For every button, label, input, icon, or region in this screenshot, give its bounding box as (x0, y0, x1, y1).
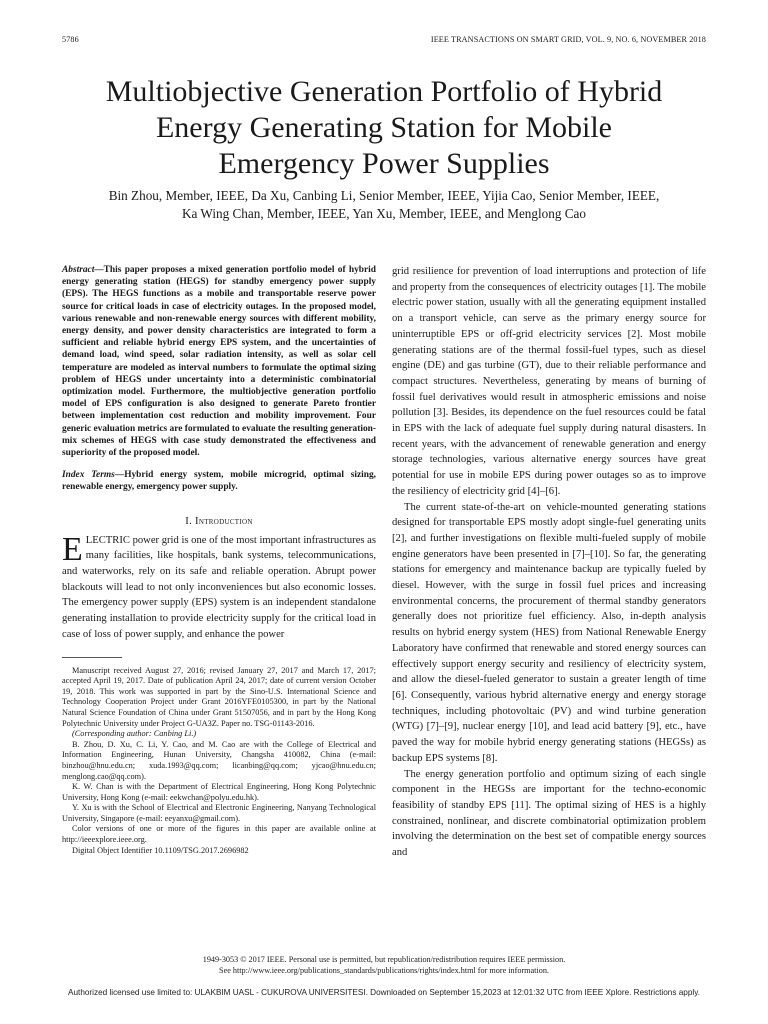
left-column (62, 264, 376, 856)
title-line: Multiobjective Generation Portfolio of Hybrid (105, 75, 663, 108)
abstract (62, 264, 376, 459)
intro-paragraph (62, 530, 376, 643)
abstract-label: Abstract (62, 265, 95, 275)
copyright-line: See http://www.ieee.org/publications_standards/publications/rights/index.html for more information. (219, 966, 549, 975)
author-list (60, 187, 708, 223)
body-paragraph: The current state-of-the-art on vehicle-mounted generating stations designed for transportable EPS mostly adopt single-fuel generating units [2], and further investigations on flexible multi-fueled supply of mobile engine generators have been presented in [7]–[10]. So far, the generating stations for emergency and maintenance backup are typically fueled by diesel. However, with the surge in fossil fuel prices and increasing environmental concerns, the procurement of thermal standby generators generally does not prioritize fuel efficiency. Also, in-depth analysis results on hybrid energy system (HES) from National Renewable Energy Laboratory have confirmed that renewable and stored energy sources can effectively support energy security and resiliency of electricity system, and allow the diesel-fueled generator to sustain a greater length of time [6]. Consequently, various hybrid alternative energy and energy storage techniques, including photovoltaic (PV) and wind turbine generation (WTG) [7]–[9], nuclear energy [10], and lead acid battery [9], etc., have paved the way for mobile hybrid energy generating stations (HEGSs) as backup EPS systems [8]. (392, 501, 706, 764)
intro-text: LECTRIC power grid is one of the most important infrastructures as many facilities, like hospitals, bank systems, telecommunications, and waterworks, rely on its safe and reliable operation. Abrupt power blackouts will lead to not only inconveniences but also economic losses. The emergency power supply (EPS) system is an independent standalone generating installation to provide electricity supply for the critical load in case of loss of power supply, and enhance the power (62, 534, 376, 640)
right-column (392, 264, 706, 861)
body-paragraph: The energy generation portfolio and optimum sizing of each single component in the HEGSs are important for the techno-economic feasibility of standby EPS [11]. The optimal sizing of HES is a highly constrained, nonlinear, and discrete combinatorial optimization problem involving the determination on the best set of compatible energy sources and (392, 768, 706, 859)
index-terms-label: Index Terms (62, 470, 115, 481)
drop-cap: E (62, 530, 83, 568)
paper-title (60, 74, 708, 182)
index-terms-text: —Hybrid energy system, mobile microgrid, optimal sizing, renewable energy, emergency power supply. (62, 470, 376, 493)
footnote-affiliation: K. W. Chan is with the Department of Electrical Engineering, Hong Kong Polytechnic University, Hong Kong (e-mail: eekwchan@polyu.edu.hk). (62, 782, 376, 802)
footnote-affiliation: Y. Xu is with the School of Electrical and Electronic Engineering, Nanyang Technological University, Singapore (e-mail: eeyanxu@gmail.com). (62, 803, 376, 823)
footnote-color: Color versions of one or more of the figures in this paper are available online at http://ieeexplore.ieee.org. (62, 824, 376, 845)
footnote-divider (62, 657, 122, 658)
running-header: IEEE TRANSACTIONS ON SMART GRID, VOL. 9, NO. 6, NOVEMBER 2018 (430, 35, 706, 44)
footnote-corresponding: (Corresponding author: Canbing Li.) (72, 729, 197, 739)
authorized-use-notice: Authorized licensed use limited to: ULAKBIM UASL - CUKUROVA UNIVERSITESI. Downloaded on September 15,2023 at 12:01:32 UTC from IEEE Xplore. Restrictions apply. (68, 988, 700, 997)
footnotes (62, 666, 376, 857)
abstract-text: —This paper proposes a mixed generation portfolio model of hybrid energy generating station (HEGS) for standby emergency power supply (EPS). The HEGS functions as a mobile and transportable reserve power source for critical loads in case of electricity outages. In the proposed model, various renewable and non-renewable energy sources with different mobility, energy density, and power density characteristics are integrated to form a sufficient and reliable hybrid energy EPS system, and the uncertainties of demand load, wind speed, solar radiation intensity, as well as solar cell temperature are modeled as interval numbers to formulate the optimal sizing problem of HEGS under uncertainty into a deterministic combinatorial optimization model. Furthermore, the multiobjective generation portfolio model of EPS configuration is also designed to generate Pareto frontier between implementation cost reduction and mobility improvement. Four generic evaluation metrics are formulated to evaluate the resulting generation-mix schemes of HEGS with case study demonstrated the effectiveness and superiority of the proposed model. (62, 265, 376, 459)
footnote-affiliation: B. Zhou, D. Xu, C. Li, Y. Cao, and M. Cao are with the College of Electrical and Information Engineering, Hunan University, Changsha 410082, China (e-mail: binzhou@hnu.edu.cn; xuda.1993@qq.com; licanbing@qq.com; yjcao@hnu.edu.cn; menglong.cao@qq.com). (62, 739, 376, 781)
page-number: 5786 (62, 35, 79, 44)
copyright-notice (60, 954, 708, 976)
author-line: Bin Zhou, Member, IEEE, Da Xu, Canbing Li, Senior Member, IEEE, Yijia Cao, Senior Member, IEEE, (108, 188, 660, 203)
title-line: Emergency Power Supplies (218, 147, 550, 180)
copyright-line: 1949-3053 © 2017 IEEE. Personal use is permitted, but republication/redistribution requires IEEE permission. (202, 955, 566, 964)
section-heading-introduction: I. Introduction (185, 515, 253, 527)
footnote-doi: Digital Object Identifier 10.1109/TSG.2017.2696982 (72, 845, 249, 855)
title-line: Energy Generating Station for Mobile (155, 111, 612, 144)
author-line: Ka Wing Chan, Member, IEEE, Yan Xu, Member, IEEE, and Menglong Cao (182, 206, 586, 221)
index-terms (62, 469, 376, 493)
body-paragraph: grid resilience for prevention of load interruptions and protection of life and property from the consequences of electricity outages [1]. The mobile electric power station, usually with all the generating equipment installed on a transport vehicle, can serve as the primary energy source for uninterruptible EPS or off-grid electricity services [2]. Most mobile generating stations are of the thermal fossil-fuel types, such as diesel engine (DE) and gas turbine (GT), due to their reliable performance and compact structures. Nevertheless, generating by means of burning of fossil fuel derivatives would result in atmospheric emissions and noise pollution [3]. Besides, its dependence on the fuel resources could be fatal in EPS with the lack of adequate fuel supply during natural disasters. In recent years, with the advancement of renewable generation and energy storage technologies, various alternative energy sources have great potential for use in mobile EPS during power outages so as to improve the resiliency of electricity grid [4]–[6]. (392, 266, 706, 497)
footnote-received: Manuscript received August 27, 2016; revised January 27, 2017 and March 17, 2017; accepted April 19, 2017. Date of publication April 24, 2017; date of current version October 19, 2018. This work was supported in part by the Sino-U.S. International Science and Technology Cooperation Project under Grant 2016YFE0105300, in part by the National Natural Science Foundation of China under Grant 51507056, and in part by the Hong Kong Polytechnic University under Project G-UA3Z. Paper no. TSG-01143-2016. (62, 665, 376, 728)
